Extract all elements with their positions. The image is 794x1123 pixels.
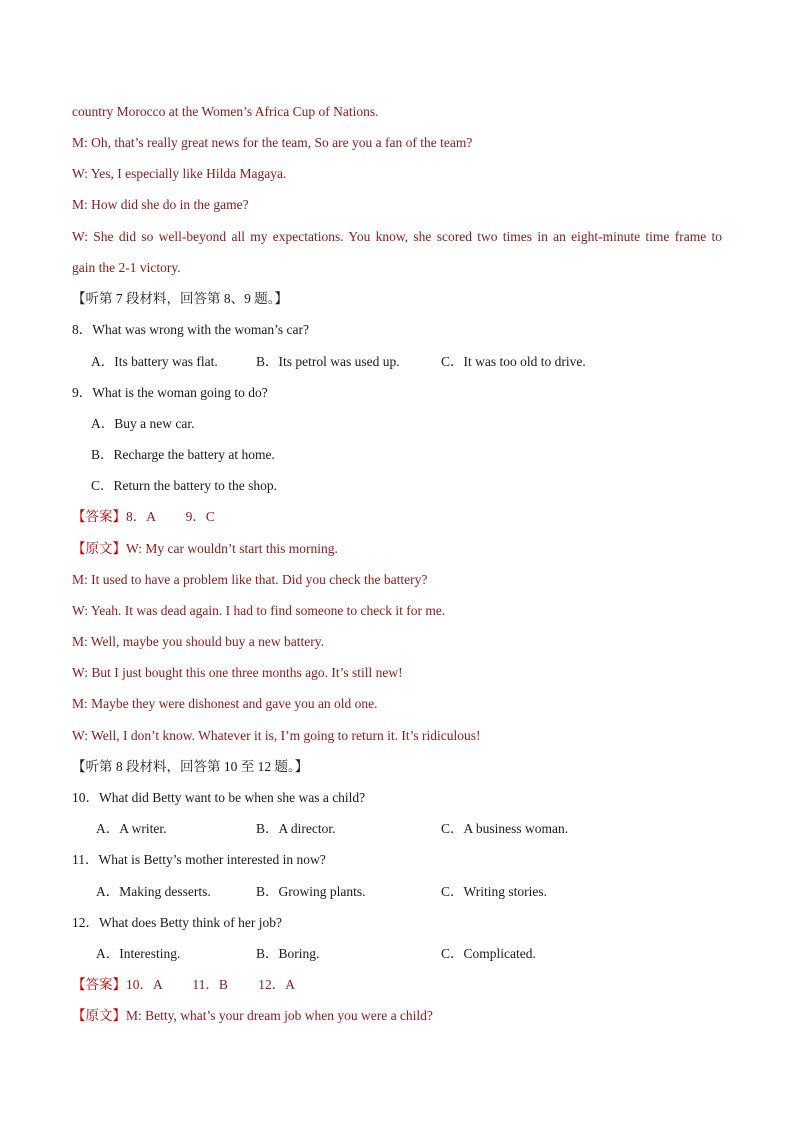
transcript-line: W: But I just bought this one three months ago. It’s still new! bbox=[72, 665, 403, 680]
option-c: C．Return the battery to the shop. bbox=[91, 478, 277, 493]
question-stem: 12．What does Betty think of her job? bbox=[72, 915, 282, 930]
option-b: B．Its petrol was used up. bbox=[256, 354, 400, 369]
option-b: B．Boring. bbox=[256, 946, 320, 961]
option-c: C．It was too old to drive. bbox=[441, 354, 586, 369]
option-a: A．Buy a new car. bbox=[91, 416, 195, 431]
option-a: A．A writer. bbox=[96, 821, 167, 836]
answer-text: 8．A 9．C bbox=[126, 509, 215, 524]
answer-tag: 【答案】 bbox=[72, 977, 126, 992]
transcript-line: M: Oh, that’s really great news for the team, So are you a fan of the team? bbox=[72, 135, 473, 150]
answer-text: 10．A 11．B 12．A bbox=[126, 977, 296, 992]
option-b: B．Growing plants. bbox=[256, 884, 366, 899]
transcript-tag: 【原文】 bbox=[72, 541, 126, 556]
answer-line bbox=[72, 976, 295, 994]
transcript-line: country Morocco at the Women’s Africa Cup of Nations. bbox=[72, 104, 379, 119]
option-b: B．Recharge the battery at home. bbox=[91, 447, 275, 462]
transcript-line: W: Yeah. It was dead again. I had to find someone to check it for me. bbox=[72, 603, 446, 618]
option-c: C．A business woman. bbox=[441, 821, 569, 836]
question-stem: 9．What is the woman going to do? bbox=[72, 385, 268, 400]
question-stem: 11．What is Betty’s mother interested in now? bbox=[72, 852, 326, 867]
transcript-line: M: It used to have a problem like that. Did you check the battery? bbox=[72, 572, 428, 587]
section-heading: 【听第 7 段材料，回答第 8、9 题。】 bbox=[72, 291, 288, 306]
transcript-line: M: How did she do in the game? bbox=[72, 197, 249, 212]
option-c: C．Writing stories. bbox=[441, 884, 547, 899]
question-stem: 8．What was wrong with the woman’s car? bbox=[72, 322, 309, 337]
transcript-line: M: Well, maybe you should buy a new battery. bbox=[72, 634, 324, 649]
option-c: C．Complicated. bbox=[441, 946, 536, 961]
transcript-line: M: Maybe they were dishonest and gave you an old one. bbox=[72, 696, 378, 711]
option-a: A．Making desserts. bbox=[96, 884, 211, 899]
section-heading: 【听第 8 段材料，回答第 10 至 12 题。】 bbox=[72, 759, 309, 774]
transcript-line: W: She did so well-beyond all my expectations. You know, she scored two times in an eight-minute time frame to bbox=[72, 229, 722, 244]
transcript-line: W: Well, I don’t know. Whatever it is, I’m going to return it. It’s ridiculous! bbox=[72, 728, 481, 743]
option-a: A．Its battery was flat. bbox=[91, 354, 218, 369]
transcript-line: gain the 2-1 victory. bbox=[72, 260, 181, 275]
question-stem: 10．What did Betty want to be when she was a child? bbox=[72, 790, 366, 805]
transcript-start bbox=[72, 1007, 433, 1025]
answer-tag: 【答案】 bbox=[72, 509, 126, 524]
transcript-line: W: Yes, I especially like Hilda Magaya. bbox=[72, 166, 287, 181]
transcript-start bbox=[72, 540, 338, 558]
transcript-line: W: My car wouldn’t start this morning. bbox=[126, 541, 338, 556]
answer-line bbox=[72, 508, 215, 526]
option-b: B．A director. bbox=[256, 821, 336, 836]
option-a: A．Interesting. bbox=[96, 946, 181, 961]
transcript-tag: 【原文】 bbox=[72, 1008, 126, 1023]
transcript-line: M: Betty, what’s your dream job when you were a child? bbox=[126, 1008, 433, 1023]
